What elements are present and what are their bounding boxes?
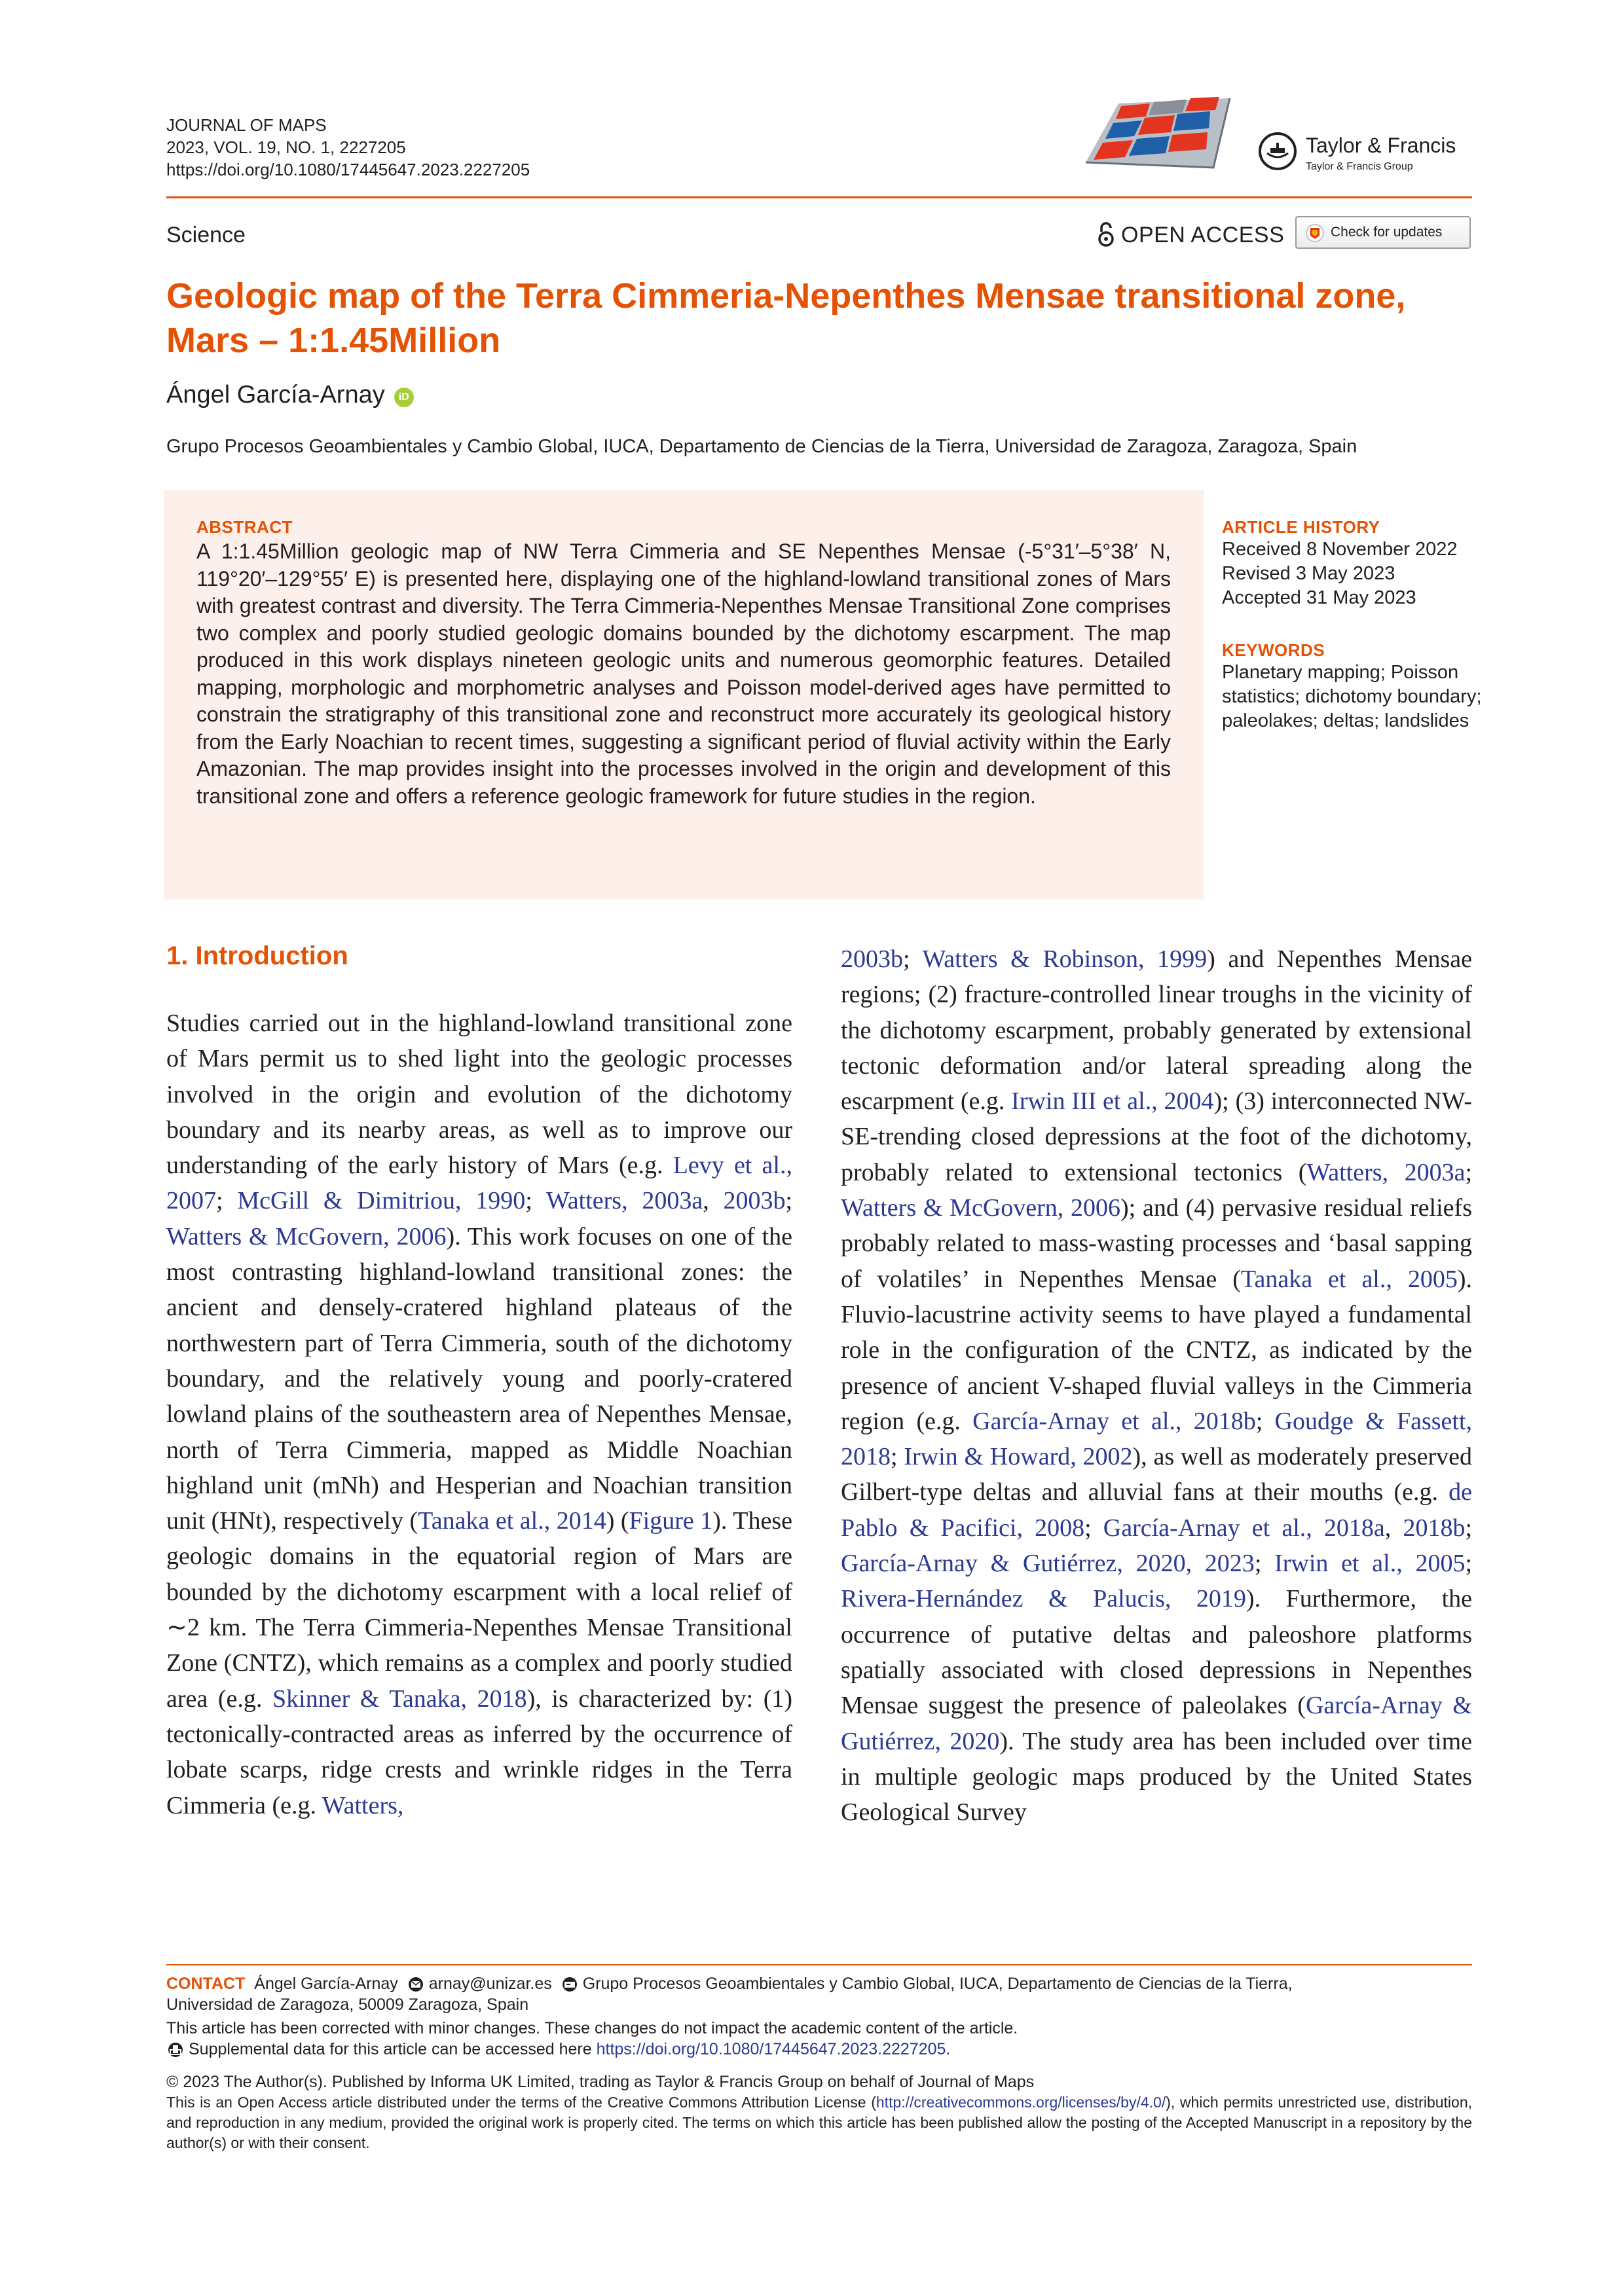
citation-link[interactable]: García-Arnay et al., 2018a xyxy=(1103,1514,1385,1542)
citation-link[interactable]: Tanaka et al., 2005 xyxy=(1240,1265,1458,1293)
citation-link[interactable]: Figure 1 xyxy=(629,1507,713,1535)
orcid-icon[interactable]: iD xyxy=(394,388,414,407)
license-text xyxy=(166,2092,1472,2153)
publisher-brand xyxy=(1259,131,1475,177)
accepted-date: Accepted 31 May 2023 xyxy=(1222,587,1416,608)
author-line xyxy=(166,381,414,409)
contact-address-line2: Universidad de Zaragoza, 50009 Zaragoza, Spain xyxy=(166,1995,529,2014)
citation-link[interactable]: Irwin & Howard, 2002 xyxy=(904,1443,1133,1471)
citation-link[interactable]: Watters & Robinson, 1999 xyxy=(922,945,1208,973)
citation-link[interactable]: Skinner & Tanaka, 2018 xyxy=(272,1685,527,1713)
body-text: ; xyxy=(1084,1514,1103,1542)
contact-email[interactable]: arnay@unizar.es xyxy=(428,1975,552,1993)
citation-link[interactable]: Watters & McGovern, 2006 xyxy=(166,1222,447,1250)
introduction-heading: 1. Introduction xyxy=(166,941,348,970)
citation-link[interactable]: McGill & Dimitriou, 1990 xyxy=(237,1187,526,1215)
address-icon xyxy=(561,1977,579,1992)
supplemental-note xyxy=(166,2039,1472,2060)
body-text: ), is characterized by: (1) tectonically-contracted areas as inferred by the occurrence of lobate scarps, ridge crests and wrinkle ridges in the Terra Cimmeria (e.g. xyxy=(166,1685,793,1819)
citation-link[interactable]: Watters & McGovern, 2006 xyxy=(841,1194,1121,1222)
body-text: ) ( xyxy=(606,1507,629,1535)
publisher-logo-icon xyxy=(1259,132,1297,170)
body-text: ; xyxy=(1465,1514,1472,1542)
body-column-left xyxy=(166,1006,792,1823)
body-text: Studies carried out in the highland-lowland transitional zone of Mars permit us to shed light into the geologic processes involved in the origin and evolution of the dichotomy boundary and its nearby areas, as well as to improve our understanding of the early history of Mars (e.g. xyxy=(166,1010,792,1180)
check-updates-label: Check for updates xyxy=(1331,225,1443,240)
license-link[interactable]: http://creativecommons.org/licenses/by/4.0/ xyxy=(876,2094,1166,2111)
contact-label: CONTACT xyxy=(166,1975,246,1993)
received-date: Received 8 November 2022 xyxy=(1222,539,1458,560)
citation-link[interactable]: Tanaka et al., 2014 xyxy=(418,1507,606,1535)
article-section: Science xyxy=(166,223,246,247)
license-text-part1: This is an Open Access article distributed under the terms of the Creative Commons Attribution License ( xyxy=(166,2094,876,2111)
body-text: ). Fluvio-lacustrine activity seems to have played a fundamental role in the configuration of the CNTZ, as indicated by the presence of ancient V-shaped fluvial valleys in the Cimmeria region (e.g. xyxy=(841,1265,1472,1435)
journal-name: JOURNAL OF MAPS xyxy=(166,115,327,135)
check-updates-button[interactable] xyxy=(1295,216,1471,249)
body-text: , xyxy=(1384,1514,1403,1542)
publisher-group: Taylor & Francis Group xyxy=(1306,161,1413,172)
article-history xyxy=(1222,517,1457,610)
affiliation: Grupo Procesos Geoambientales y Cambio Global, IUCA, Departamento de Ciencias de la Tierra, Universidad de Zaragoza, Zaragoza, Spain xyxy=(166,436,1357,457)
open-access-label: OPEN ACCESS xyxy=(1121,223,1285,247)
supplemental-data-icon xyxy=(166,2042,185,2058)
journal-issue: 2023, VOL. 19, NO. 1, 2227205 xyxy=(166,137,406,157)
body-text: ; xyxy=(1255,1407,1275,1435)
journal-info xyxy=(166,114,530,181)
correction-note: This article has been corrected with minor changes. These changes do not impact the academic content of the article. xyxy=(166,2019,1018,2037)
citation-link[interactable]: García-Arnay & Gutiérrez, 2020, 2023 xyxy=(841,1550,1255,1578)
keywords xyxy=(1222,640,1484,733)
keywords-text: Planetary mapping; Poisson statistics; dichotomy boundary; paleolakes; deltas; landslides xyxy=(1222,662,1482,731)
body-text: ). This work focuses on one of the most contrasting highland-lowland transitional zones: the ancient and densely-cratered highland plateaus of the northwestern part of Terra Cimmeria, south of the dichotomy boundary, and the relatively young and poorly-cratered lowland plains of the southeastern area of Nepenthes Mensae, north of Terra Cimmeria, mapped as Middle Noachian highland unit (mNh) and Hesperian and Noachian transition unit (HNt), respectively ( xyxy=(166,1222,792,1535)
contact-block xyxy=(166,1973,1472,2015)
body-text: ; xyxy=(903,945,923,973)
citation-link[interactable]: Irwin et al., 2005 xyxy=(1274,1550,1466,1578)
body-column-right xyxy=(841,941,1472,1830)
body-text: ). These geologic domains in the equatorial region of Mars are bounded by the dichotomy escarpment with a local relief of ∼2 km. The Terra Cimmeria-Nepenthes Mensae Transitional Zone (CNTZ), which remains as a complex and poorly studied area (e.g. xyxy=(166,1507,792,1713)
keywords-heading: KEYWORDS xyxy=(1222,640,1325,660)
body-text: ); (3) interconnected NW-SE-trending closed depressions at the foot of the dichotomy, probably related to extensional tectonics ( xyxy=(841,1087,1473,1186)
contact-address-line1: Grupo Procesos Geoambientales y Cambio Global, IUCA, Departamento de Ciencias de la Tierra, xyxy=(582,1975,1293,1993)
body-text: ) and Nepenthes Mensae regions; (2) fracture-controlled linear troughs in the vicinity of the dichotomy escarpment, probably generated by extensional tectonic deformation and/or lateral spreading along the escarpment (e.g. xyxy=(841,945,1472,1116)
author-name: Ángel García-Arnay xyxy=(166,381,385,409)
citation-link[interactable]: Irwin III et al., 2004 xyxy=(1011,1087,1214,1116)
body-text: ; xyxy=(525,1187,546,1215)
revised-date: Revised 3 May 2023 xyxy=(1222,563,1395,584)
citation-link[interactable]: de Pablo & Pacifici, 2008 xyxy=(841,1478,1472,1542)
article-doi[interactable]: https://doi.org/10.1080/17445647.2023.2227205 xyxy=(166,160,530,179)
body-text: ; xyxy=(1254,1550,1275,1578)
footer-divider xyxy=(166,1964,1472,1965)
citation-link[interactable]: Goudge & Fassett, 2018 xyxy=(841,1407,1473,1471)
header-divider xyxy=(166,196,1472,198)
citation-link[interactable]: Watters, 2003a xyxy=(1306,1158,1466,1186)
body-text: ). The study area has been included over time in multiple geologic maps produced by the United States Geological Survey xyxy=(841,1727,1472,1827)
citation-link[interactable]: 2003b xyxy=(723,1187,786,1215)
license-text-part2: ), which permits unrestricted use, distribution, and reproduction in any medium, provided the original work is properly cited. The terms on which this article has been published allow the posting of the Accepted Manuscript in a repository by the author(s) or with their consent. xyxy=(166,2094,1472,2151)
supplemental-link[interactable]: https://doi.org/10.1080/17445647.2023.2227205 xyxy=(596,2040,946,2058)
body-text: ); and (4) pervasive residual reliefs probably related to mass-wasting processes and ‘basal sapping of volatiles’ in Nepenthes Mensae ( xyxy=(841,1194,1472,1293)
body-text: ; xyxy=(216,1187,238,1215)
body-text: ), as well as moderately preserved Gilbert-type deltas and alluvial fans at their mouths (e.g. xyxy=(841,1443,1472,1506)
citation-link[interactable]: Levy et al., 2007 xyxy=(166,1152,792,1215)
citation-link[interactable]: García-Arnay & Gutiérrez, 2020 xyxy=(841,1692,1472,1755)
citation-link[interactable]: 2003b xyxy=(841,945,903,973)
supplemental-text: Supplemental data for this article can be accessed here xyxy=(189,2040,592,2058)
article-history-heading: ARTICLE HISTORY xyxy=(1222,517,1380,537)
citation-link[interactable]: Rivera-Hernández & Palucis, 2019 xyxy=(841,1585,1246,1613)
publisher-name: Taylor & Francis xyxy=(1306,134,1456,157)
body-text: ; xyxy=(1465,1550,1473,1578)
article-title: Geologic map of the Terra Cimmeria-Nepenthes Mensae transitional zone, Mars – 1:1.45Million xyxy=(166,276,1406,360)
copyright: © 2023 The Author(s). Published by Informa UK Limited, trading as Taylor & Francis Group on behalf of Journal of Maps xyxy=(166,2073,1035,2091)
body-text: , xyxy=(703,1187,724,1215)
citation-link[interactable]: García-Arnay et al., 2018b xyxy=(972,1407,1256,1435)
body-text: ). Furthermore, the occurrence of putative deltas and paleoshore platforms spatially associated with closed depressions in Nepenthes Mensae suggest the presence of paleolakes ( xyxy=(841,1585,1472,1720)
citation-link[interactable]: Watters, xyxy=(322,1791,404,1819)
open-lock-icon xyxy=(1098,221,1115,247)
body-text: ; xyxy=(1465,1158,1472,1186)
contact-name: Ángel García-Arnay xyxy=(254,1975,398,1993)
abstract-text: A 1:1.45Million geologic map of NW Terra Cimmeria and SE Nepenthes Mensae (-5°31′–5°38′ N, 119°20′–129°55′ E) is presented here, displaying one of the highland-lowland transitional zones of Mars with greatest contrast and diversity. The Terra Cimmeria-Nepenthes Mensae Transitional Zone comprises two complex and poorly studied geologic domains bounded by the dichotomy escarpment. The map produced in this work displays nineteen geologic units and numerous geomorphic features. Detailed mapping, morphologic and morphometric analyses and Poisson model-derived ages have permitted to constrain the stratigraphy of this transitional zone and reconstruct more accurately its geological history from the Early Noachian to recent times, suggesting a significant period of fluvial activity within the Early Amazonian. The map provides insight into the processes involved in the origin and development of this transitional zone and offers a reference geologic framework for future studies in the region. xyxy=(196,539,1171,808)
email-icon xyxy=(407,1977,425,1992)
body-text: ; xyxy=(891,1443,904,1471)
citation-link[interactable]: 2018b xyxy=(1403,1514,1466,1542)
supplemental-end: . xyxy=(946,2040,951,2058)
journal-logo-icon xyxy=(1079,84,1236,179)
citation-link[interactable]: Watters, 2003a xyxy=(545,1187,703,1215)
abstract-heading: ABSTRACT xyxy=(196,517,293,537)
body-text: ; xyxy=(785,1187,793,1215)
crossmark-icon xyxy=(1306,224,1324,242)
